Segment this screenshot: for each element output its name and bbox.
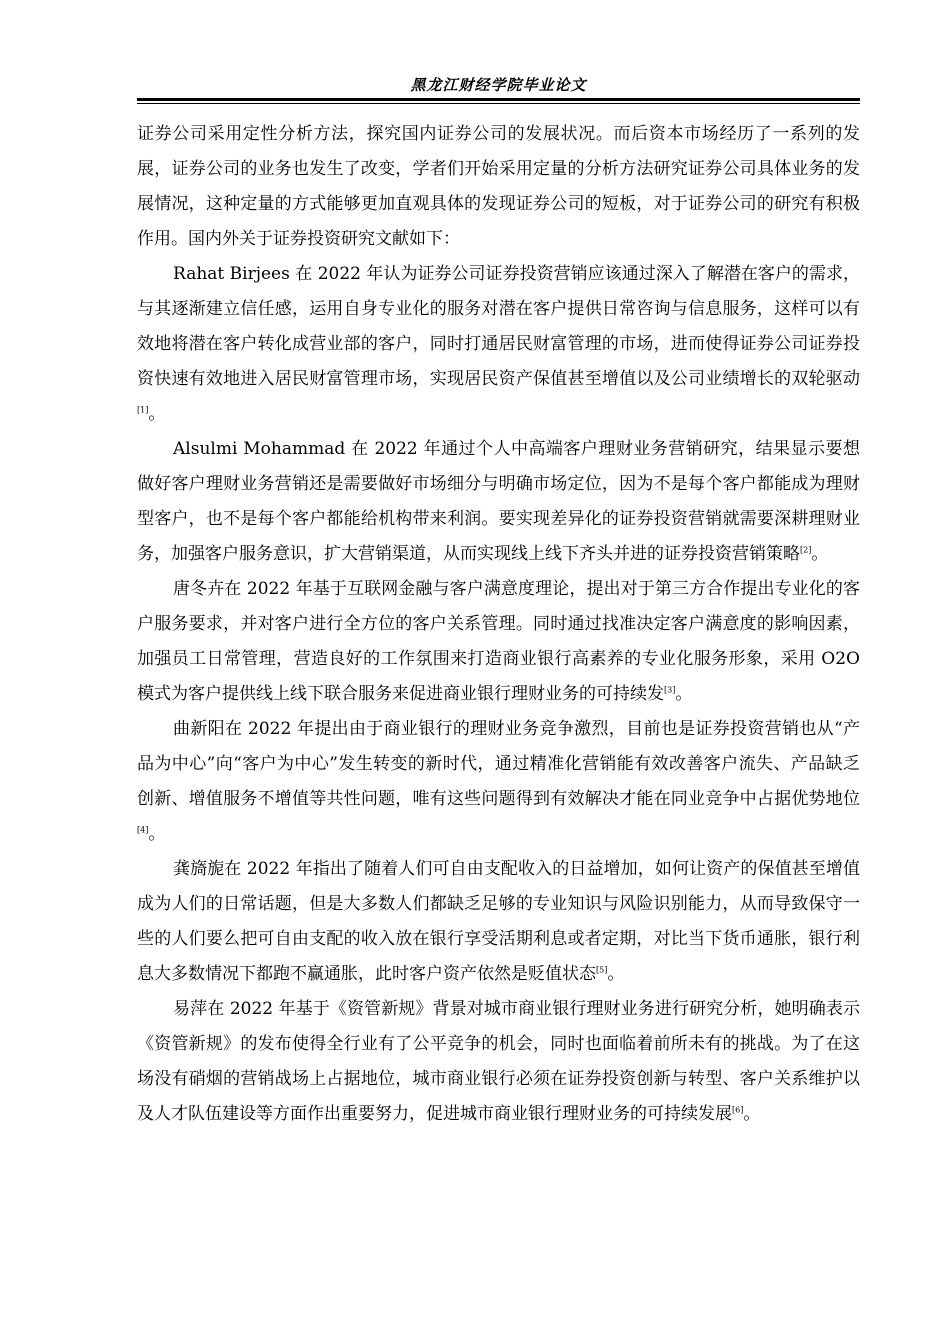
paragraph-intro — [137, 117, 860, 257]
paragraph-text: 唐冬卉在 2022 年基于互联网金融与客户满意度理论，提出对于第三方合作提出专业化的客户服务要求，并对客户进行全方位的客户关系管理。同时通过找准决定客户满意度的影响因素，加强员工日常管理，营造良好的工作氛围来打造商业银行高素养的专业化服务形象，采用 O2O 模式为客户提供线上线下联合服务来促进商业银行理财业务的可持续发 — [137, 579, 860, 704]
paragraph-text: 易萍在 2022 年基于《资管新规》背景对城市商业银行理财业务进行研究分析，她明确表示《资管新规》的发布使得全行业有了公平竞争的机会，同时也面临着前所未有的挑战。为了在这场没有硝烟的营销战场上占据地位，城市商业银行必须在证券投资创新与转型、客户关系维护以及人才队伍建设等方面作出重要努力，促进城市商业银行理财业务的可持续发展 — [137, 999, 860, 1124]
paragraph-end: 。 — [811, 544, 829, 564]
paragraph-birjees — [137, 257, 860, 432]
citation-marker: [3] — [664, 685, 676, 695]
page-header — [137, 74, 860, 104]
paragraph-text: 曲新阳在 2022 年提出由于商业银行的理财业务竞争激烈，目前也是证券投资营销也从“产品为中心”向“客户为中心”发生转变的新时代，通过精准化营销能有效改善客户流失、产品缺乏创新、增值服务不增值等共性问题，唯有这些问题得到有效解决才能在同业竞争中占据优势地位 — [137, 719, 860, 809]
paragraph-gong — [137, 852, 860, 992]
paragraph-text: 证券公司采用定性分析方法，探究国内证券公司的发展状况。而后资本市场经历了一系列的发展，证券公司的业务也发生了改变，学者们开始采用定量的分析方法研究证券公司具体业务的发展情况，这种定量的方式能够更加直观具体的发现证券公司的短板，对于证券公司的研究有积极作用。国内外关于证券投资研究文献如下： — [137, 124, 860, 249]
header-rule-thick — [137, 98, 860, 101]
header-rule-thin — [137, 103, 860, 104]
paragraph-yi — [137, 992, 860, 1132]
paragraph-end: 。 — [675, 684, 693, 704]
citation-marker: [5] — [596, 965, 608, 975]
paragraph-text: Alsulmi Mohammad 在 2022 年通过个人中高端客户理财业务营销研究，结果显示要想做好客户理财业务营销还是需要做好市场细分与明确市场定位，因为不是每个客户都能成为理财型客户，也不是每个客户都能给机构带来利润。要实现差异化的证券投资营销就需要深耕理财业务，加强客户服务意识，扩大营销渠道，从而实现线上线下齐头并进的证券投资营销策略 — [137, 439, 860, 564]
paragraph-qu — [137, 712, 860, 852]
citation-marker: [2] — [800, 545, 812, 555]
citation-marker: [6] — [732, 1105, 744, 1115]
paragraph-mohammad — [137, 432, 860, 572]
paragraph-text: Rahat Birjees 在 2022 年认为证券公司证券投资营销应该通过深入了解潜在客户的需求，与其逐渐建立信任感，运用自身专业化的服务对潜在客户提供日常咨询与信息服务，这样可以有效地将潜在客户转化成营业部的客户，同时打通居民财富管理的市场，进而使得证券公司证券投资快速有效地进入居民财富管理市场，实现居民资产保值甚至增值以及公司业绩增长的双轮驱动 — [137, 264, 860, 389]
body-text — [137, 117, 860, 1132]
paragraph-text: 龚旖旎在 2022 年指出了随着人们可自由支配收入的日益增加，如何让资产的保值甚至增值成为人们的日常话题，但是大多数人们都缺乏足够的专业知识与风险识别能力，从而导致保守一些的人们要么把可自由支配的收入放在银行享受活期利息或者定期，对比当下货币通胀，银行利息大多数情况下都跑不赢通胀，此时客户资产依然是贬值状态 — [137, 859, 860, 984]
header-title: 黑龙江财经学院毕业论文 — [410, 76, 587, 94]
citation-marker: [4] — [137, 825, 149, 835]
citation-marker: [1] — [137, 405, 149, 415]
paragraph-end: 。 — [148, 824, 166, 844]
paragraph-end: 。 — [148, 404, 166, 424]
paragraph-end: 。 — [607, 964, 625, 984]
paragraph-tang — [137, 572, 860, 712]
paragraph-end: 。 — [743, 1104, 761, 1124]
